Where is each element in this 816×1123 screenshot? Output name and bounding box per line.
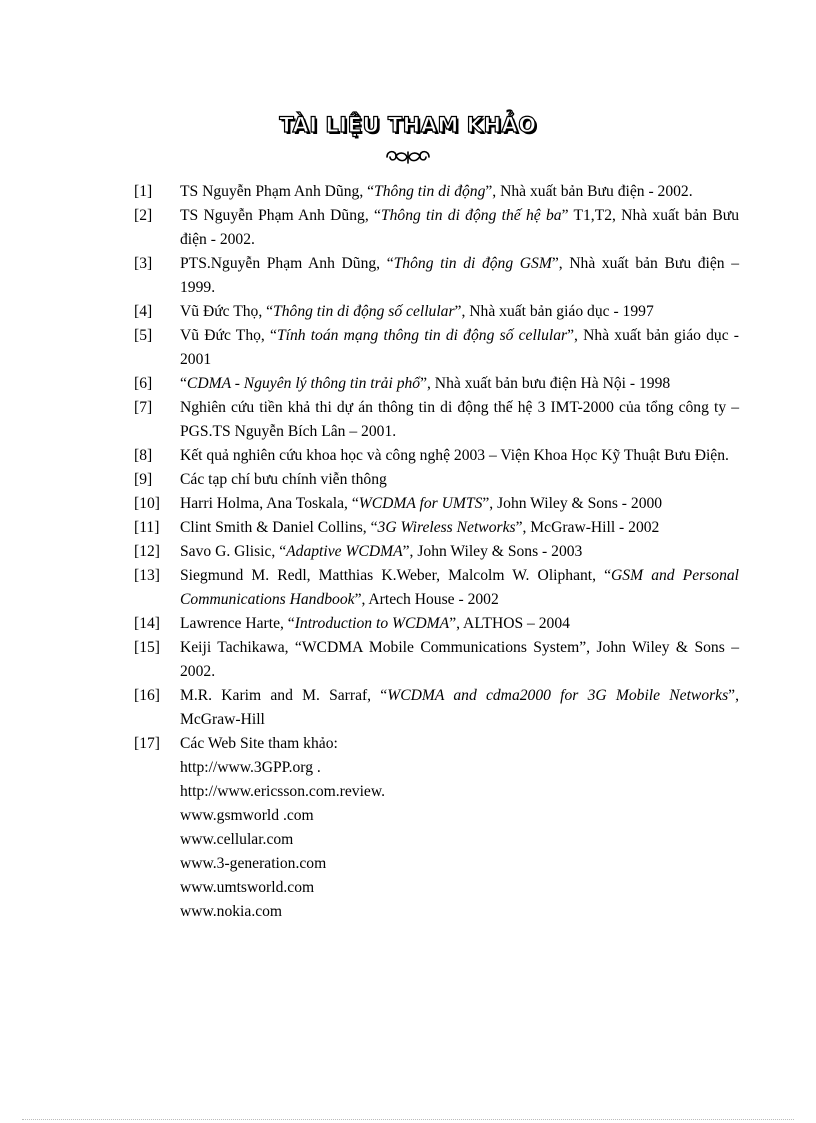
reference-number: [13] xyxy=(134,567,160,584)
reference-item xyxy=(134,372,739,396)
reference-item-websites xyxy=(134,732,739,924)
reference-text: “CDMA - Nguyên lý thông tin trải phổ”, Nhà xuất bản bưu điện Hà Nội - 1998 xyxy=(180,375,671,392)
reference-item xyxy=(134,684,739,732)
reference-number: [15] xyxy=(134,639,160,656)
reference-number: [2] xyxy=(134,207,153,224)
reference-text: Các tạp chí bưu chính viễn thông xyxy=(180,471,387,488)
reference-text: Kết quả nghiên cứu khoa học và công nghệ 2003 – Viện Khoa Học Kỹ Thuật Bưu Điện. xyxy=(180,447,729,464)
page-bottom-rule xyxy=(22,1119,794,1120)
reference-text: Nghiên cứu tiền khả thi dự án thông tin di động thế hệ 3 IMT-2000 của tổng công ty – PGS.TS Nguyễn Bích Lân – 2001. xyxy=(180,399,739,440)
reference-text: Keiji Tachikawa, “WCDMA Mobile Communications System”, John Wiley & Sons – 2002. xyxy=(180,639,739,680)
websites-label: Các Web Site tham khảo: xyxy=(180,735,338,752)
reference-item xyxy=(134,516,739,540)
reference-number: [1] xyxy=(134,183,153,200)
reference-item xyxy=(134,324,739,372)
reference-text: Vũ Đức Thọ, “Thông tin di động số cellular”, Nhà xuất bản giáo dục - 1997 xyxy=(180,303,654,320)
reference-number: [3] xyxy=(134,255,153,272)
reference-text: M.R. Karim and M. Sarraf, “WCDMA and cdma2000 for 3G Mobile Networks”, McGraw-Hill xyxy=(180,687,739,728)
reference-number: [8] xyxy=(134,447,153,464)
page-title: TÀI LIỆU THAM KHẢO xyxy=(279,113,537,137)
reference-item xyxy=(134,180,739,204)
reference-text: PTS.Nguyễn Phạm Anh Dũng, “Thông tin di động GSM”, Nhà xuất bản Bưu điện – 1999. xyxy=(180,255,740,296)
reference-item xyxy=(134,300,739,324)
reference-number: [10] xyxy=(134,495,160,512)
reference-item xyxy=(134,468,739,492)
reference-item xyxy=(134,540,739,564)
reference-number: [14] xyxy=(134,615,160,632)
reference-text: TS Nguyễn Phạm Anh Dũng, “Thông tin di động thế hệ ba” T1,T2, Nhà xuất bản Bưu điện - 2002. xyxy=(180,207,739,248)
reference-item xyxy=(134,252,739,300)
ornament-divider-icon xyxy=(383,146,433,168)
reference-item xyxy=(134,636,739,684)
reference-item xyxy=(134,564,739,612)
reference-number: [9] xyxy=(134,471,153,488)
reference-number: [12] xyxy=(134,543,160,560)
reference-text: Clint Smith & Daniel Collins, “3G Wireless Networks”, McGraw-Hill - 2002 xyxy=(180,519,660,536)
reference-text: Vũ Đức Thọ, “Tính toán mạng thông tin di động số cellular”, Nhà xuất bản giáo dục - 2001 xyxy=(180,327,740,368)
reference-text: Savo G. Glisic, “Adaptive WCDMA”, John Wiley & Sons - 2003 xyxy=(180,543,583,560)
reference-item xyxy=(134,444,739,468)
reference-text: Harri Holma, Ana Toskala, “WCDMA for UMTS”, John Wiley & Sons - 2000 xyxy=(180,495,663,512)
reference-number: [16] xyxy=(134,687,160,704)
reference-item xyxy=(134,396,739,444)
reference-number: [4] xyxy=(134,303,153,320)
website-link[interactable]: www.gsmworld .com xyxy=(180,807,314,824)
website-link[interactable]: www.nokia.com xyxy=(180,903,283,920)
reference-item xyxy=(134,492,739,516)
reference-list xyxy=(134,180,739,924)
reference-item xyxy=(134,612,739,636)
reference-number: [5] xyxy=(134,327,153,344)
reference-number: [6] xyxy=(134,375,153,392)
reference-text xyxy=(180,732,739,924)
reference-number: [7] xyxy=(134,399,153,416)
website-link[interactable]: www.3-generation.com xyxy=(180,855,327,872)
reference-number: [11] xyxy=(134,519,160,536)
reference-number: [17] xyxy=(134,735,160,752)
reference-text: TS Nguyễn Phạm Anh Dũng, “Thông tin di động”, Nhà xuất bản Bưu điện - 2002. xyxy=(180,183,693,200)
website-link[interactable]: www.cellular.com xyxy=(180,831,294,848)
website-link[interactable]: http://www.ericsson.com.review. xyxy=(180,783,385,800)
reference-text: Lawrence Harte, “Introduction to WCDMA”, ALTHOS – 2004 xyxy=(180,615,570,632)
reference-item xyxy=(134,204,739,252)
website-link[interactable]: www.umtsworld.com xyxy=(180,879,315,896)
reference-text: Siegmund M. Redl, Matthias K.Weber, Malcolm W. Oliphant, “GSM and Personal Communications Handbook”, Artech House - 2002 xyxy=(180,567,739,608)
website-link[interactable]: http://www.3GPP.org . xyxy=(180,759,321,776)
